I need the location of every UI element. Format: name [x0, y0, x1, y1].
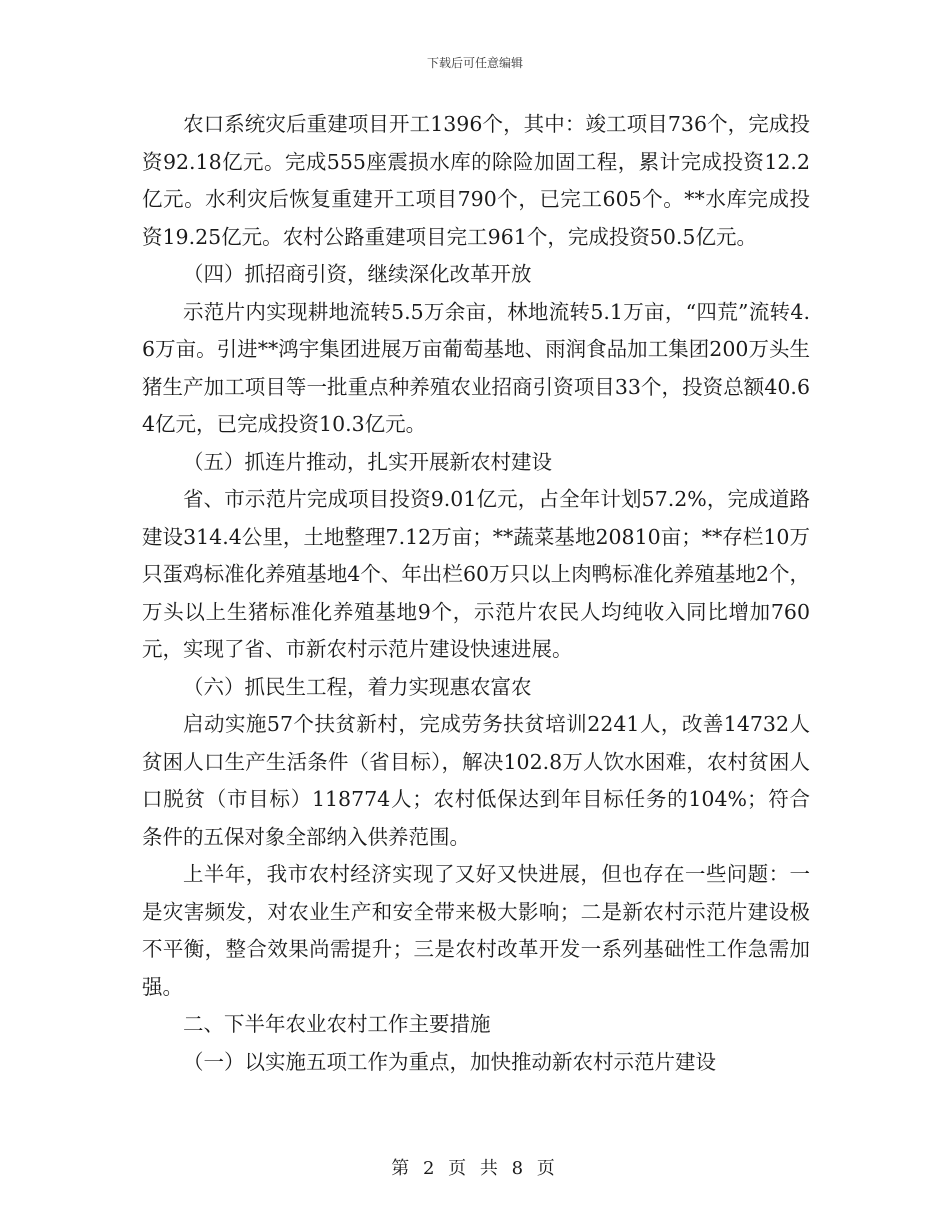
heading-rural-construction: （五）抓连片推动，扎实开展新农村建设 [183, 449, 552, 474]
heading-section-two-sub-one: （一）以实施五项工作为重点，加快推动新农村示范片建设 [183, 1049, 716, 1074]
heading-livelihood: （六）抓民生工程，着力实现惠农富农 [183, 674, 532, 699]
heading-investment: （四）抓招商引资，继续深化改革开放 [183, 262, 532, 286]
document-body [142, 106, 810, 1081]
paragraph-rural-construction: 省、市示范片完成项目投资9.01亿元，占全年计划57.2%，完成道路建设314.4公里，土地整理7.12万亩；**蔬菜基地20810亩；**存栏10万只蛋鸡标准化养殖基地4个、年出栏60万只以上肉鸭标准化养殖基地2个，万头以上生猪标准化养殖基地9个，示范片农民人均纯收入同比增加760元，实现了省、市新农村示范片建设快速进展。 [142, 487, 810, 661]
heading-section-two: 二、下半年农业农村工作主要措施 [183, 1012, 491, 1036]
paragraph-livelihood: 启动实施57个扶贫新村，完成劳务扶贫培训2241人，改善14732人贫困人口生产生活条件（省目标），解决102.8万人饮水困难，农村贫困人口脱贫（市目标）118774人；农村低保达到年目标任务的104%；符合条件的五保对象全部纳入供养范围。 [142, 712, 810, 849]
paragraph-problems: 上半年，我市农村经济实现了又好又快进展，但也存在一些问题：一是灾害频发，对农业生产和安全带来极大影响；二是新农村示范片建设极不平衡，整合效果尚需提升；三是农村改革开发一系列基础性工作急需加强。 [142, 862, 810, 999]
paragraph-investment: 示范片内实现耕地流转5.5万余亩，林地流转5.1万亩，“四荒”流转4.6万亩。引进**鸿宇集团进展万亩葡萄基地、雨润食品加工集团200万头生猪生产加工项目等一批重点种养殖农业招商引资项目33个，投资总额40.64亿元，已完成投资10.3亿元。 [142, 299, 810, 436]
page-number: 第 2 页 共 8 页 [391, 1158, 559, 1179]
page-header-note: 下载后可任意编辑 [426, 56, 523, 70]
paragraph-reconstruction: 农口系统灾后重建项目开工1396个，其中：竣工项目736个，完成投资92.18亿元。完成555座震损水库的除险加固工程，累计完成投资12.2亿元。水利灾后恢复重建开工项目790个，已完工605个。**水库完成投资19.25亿元。农村公路重建项目完工961个，完成投资50.5亿元。 [142, 112, 810, 249]
